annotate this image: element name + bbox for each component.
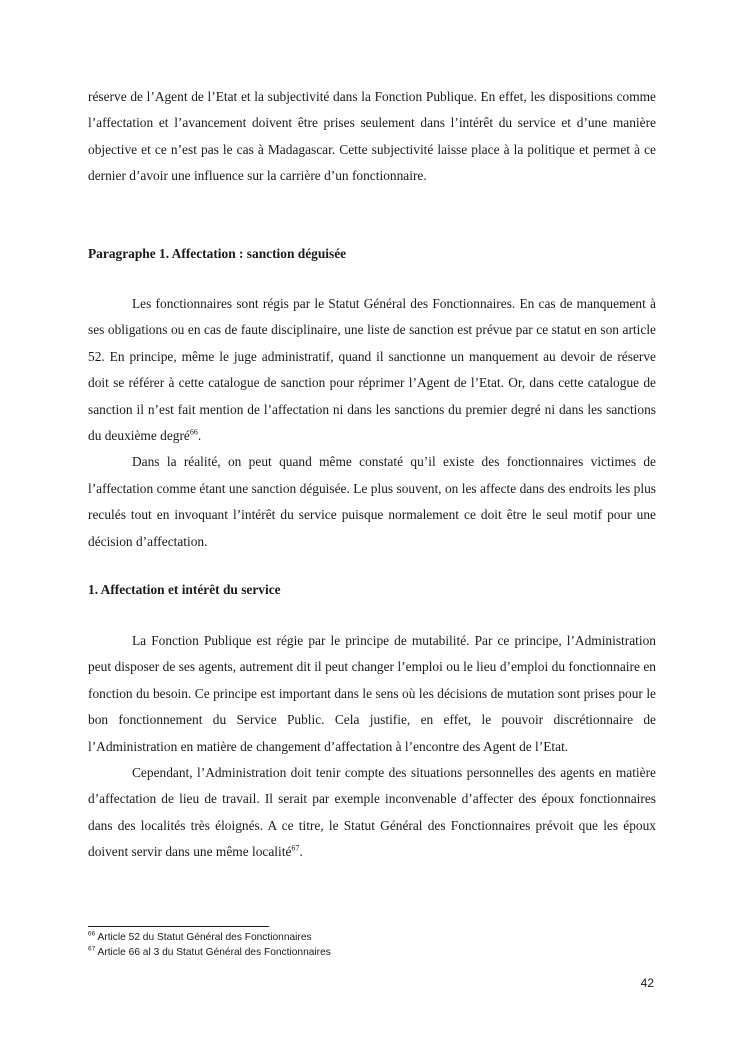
paragraph-1: réserve de l’Agent de l’Etat et la subjectivité dans la Fonction Publique. En effet, les dispositions comme l’affectation et l’avancement doivent être prises seulement dans l’intérêt du service et d’une manière objective et ce n’est pas le cas à Madagascar. Cette subjectivité laisse place à la politique et permet à ce dernier d’avoir une influence sur la carrière d’un fonctionnaire. (88, 89, 656, 184)
paragraph-mutabilite (88, 628, 656, 866)
section-heading-paragraphe-1 (88, 241, 656, 267)
footnote-ref-66[interactable]: 66 (189, 427, 198, 437)
footnote-67-number: 67 (88, 945, 96, 953)
paragraph-5-text: Cependant, l’Administration doit tenir compte des situations personnelles des agents en matière d’affectation de lieu de travail. Il serait par exemple inconvenable d’affecter des époux fonctionnaires dans des localités très éloignés. A ce titre, le Statut Général des Fonctionnaires prévoit que les époux doivent servir dans une même localité (88, 765, 656, 860)
paragraph-2 (88, 291, 656, 449)
footnote-66 (88, 931, 648, 946)
paragraph-4: La Fonction Publique est régie par le principe de mutabilité. Par ce principe, l’Administration peut disposer de ses agents, autrement dit il peut changer l’emploi ou le lieu d’emploi du fonctionnaire en fonction du besoin. Ce principe est important dans le sens où les décisions de mutation sont prises pour le bon fonctionnement du Service Public. Cela justifie, en effet, le pouvoir discrétionnaire de l’Administration en matière de changement d’affectation à l’encontre des Agent de l’Etat. (88, 633, 656, 754)
footnote-66-text: Article 52 du Statut Général des Fonctionnaires (97, 932, 312, 943)
section-heading-1 (88, 577, 656, 603)
paragraph-3: Dans la réalité, on peut quand même constaté qu’il existe des fonctionnaires victimes de l’affectation comme étant une sanction déguisée. Le plus souvent, on les affecte dans des endroits les plus reculés tout en invoquant l’intérêt du service puisque normalement ce doit être le seul motif pour une décision d’affectation. (88, 454, 656, 549)
paragraph-2-text: Les fonctionnaires sont régis par le Statut Général des Fonctionnaires. En cas de manquement à ses obligations ou en cas de faute disciplinaire, une liste de sanction est prévue par ce statut en son article 52. En principe, même le juge administratif, quand il sanctionne un manquement au devoir de réserve doit se référer à cette catalogue de sanction pour réprimer l’Agent de l’Etat. Or, dans cette catalogue de sanction il n’est fait mention de l’affectation ni dans les sanctions du premier degré ni dans les sanctions du deuxième degré (88, 296, 656, 444)
heading-affectation-sanction: Paragraphe 1. Affectation : sanction déguisée (88, 246, 347, 261)
footnotes (88, 931, 648, 960)
paragraph-statut-general (88, 291, 656, 555)
paragraph-5-end: . (299, 844, 303, 860)
paragraph-5 (88, 760, 656, 866)
paragraph-intro-continuation (88, 84, 656, 190)
footnote-66-number: 66 (88, 930, 96, 938)
paragraph-2-end: . (197, 428, 202, 444)
footnote-ref-67[interactable]: 67 (291, 843, 300, 853)
footnote-67-text: Article 66 al 3 du Statut Général des Fonctionnaires (97, 946, 331, 958)
page-number: 42 (640, 976, 654, 990)
footnote-67 (88, 946, 648, 961)
heading-affectation-interet: 1. Affectation et intérêt du service (88, 582, 281, 597)
footnote-separator (88, 926, 269, 927)
